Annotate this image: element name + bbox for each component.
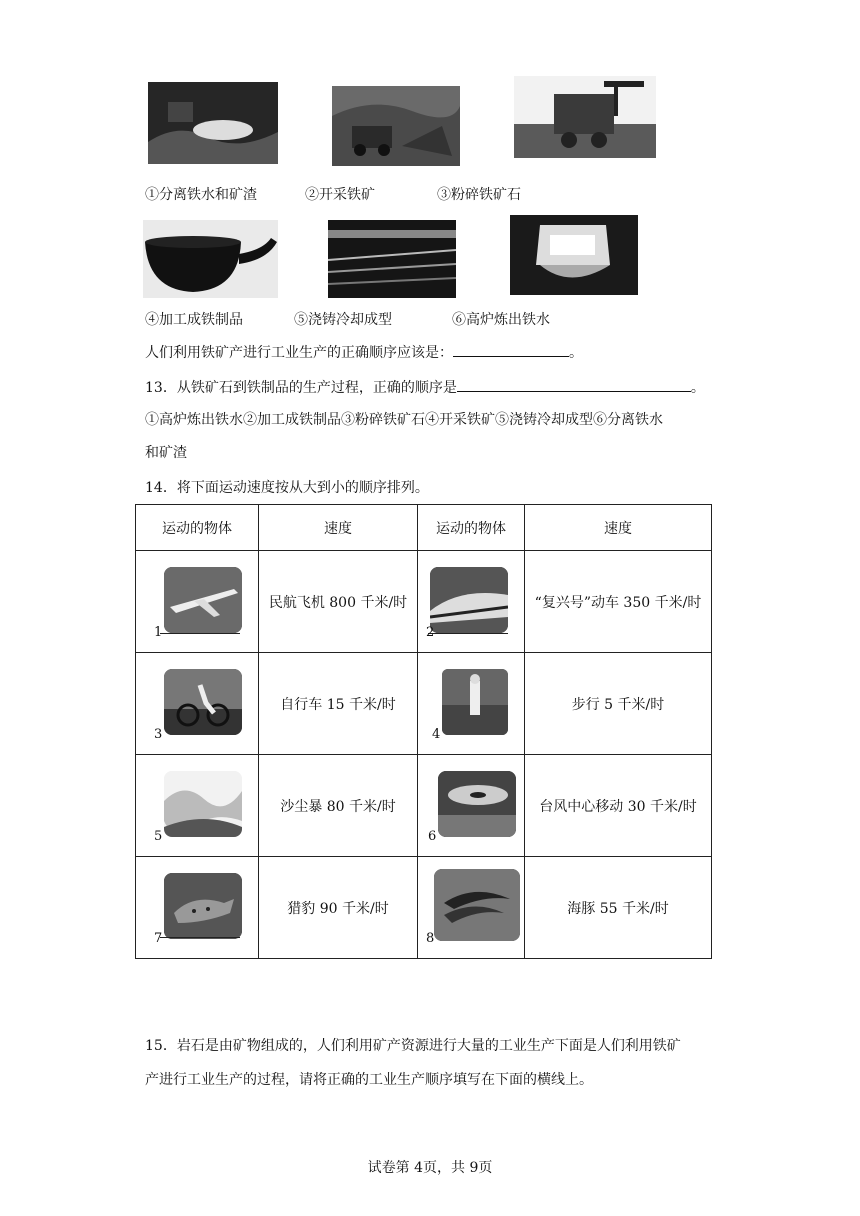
caption-6: ⑥高炉炼出铁水 [452, 312, 550, 328]
question-15-line2: 产进行工业生产的过程，请将正确的工业生产顺序填写在下面的横线上。 [145, 1072, 593, 1088]
table-row [136, 653, 712, 755]
answer-blank-13[interactable] [457, 377, 691, 392]
speed-table [135, 504, 712, 959]
caption-1: ①分离铁水和矿渣 [145, 187, 257, 203]
question-13-end: 。 [690, 380, 705, 396]
header-object-2: 运动的物体 [418, 505, 525, 551]
photo-casting-cooling [328, 220, 456, 298]
table-header-row [136, 505, 712, 551]
header-object-1: 运动的物体 [136, 505, 259, 551]
photo-iron-product [143, 220, 278, 298]
table-row [136, 551, 712, 653]
photo-separate-iron-slag [148, 82, 278, 164]
item-number: 1 [154, 625, 163, 640]
item-number: 2 [426, 625, 435, 640]
speed-cell: 自行车 15 千米/时 [259, 653, 418, 755]
caption-4: ④加工成铁制品 [145, 312, 243, 328]
question-13-text: 13．从铁矿石到铁制品的生产过程，正确的顺序是 [145, 380, 457, 396]
item-number: 6 [428, 829, 437, 844]
question-12-end: 。 [569, 345, 583, 361]
bullet-train-image [430, 567, 508, 633]
typhoon-image [438, 771, 516, 837]
speed-cell: 沙尘暴 80 千米/时 [259, 755, 418, 857]
question-13-options-line2: 和矿渣 [145, 445, 187, 461]
caption-5: ⑤浇铸冷却成型 [294, 312, 392, 328]
photo-crushing-ore [514, 76, 656, 158]
question-12-text: 人们利用铁矿产进行工业生产的正确顺序应该是： [145, 345, 453, 361]
caption-2: ②开采铁矿 [305, 187, 375, 203]
photo-blast-furnace [510, 215, 638, 295]
walking-person-image [442, 669, 508, 735]
bicycle-image [164, 669, 242, 735]
item-number: 4 [432, 727, 441, 742]
question-12-prompt [145, 342, 583, 363]
dolphin-image [434, 869, 520, 941]
item-number: 8 [426, 931, 435, 946]
cheetah-image [164, 873, 242, 939]
sandstorm-image [164, 771, 242, 837]
caption-3: ③粉碎铁矿石 [437, 187, 521, 203]
header-speed-2: 速度 [525, 505, 712, 551]
table-row [136, 755, 712, 857]
question-13-options-line1: ①高炉炼出铁水②加工成铁制品③粉碎铁矿石④开采铁矿⑤浇铸冷却成型⑥分离铁水 [145, 412, 663, 428]
item-number: 7 [154, 931, 163, 946]
speed-cell: 步行 5 千米/时 [525, 653, 712, 755]
item-number: 3 [154, 727, 163, 742]
question-15-line1: 15．岩石是由矿物组成的，人们利用矿产资源进行大量的工业生产下面是人们利用铁矿 [145, 1038, 681, 1054]
speed-cell: 海豚 55 千米/时 [525, 857, 712, 959]
speed-cell: 台风中心移动 30 千米/时 [525, 755, 712, 857]
photo-mining-iron [332, 86, 460, 166]
speed-cell: “复兴号”动车 350 千米/时 [525, 551, 712, 653]
header-speed-1: 速度 [259, 505, 418, 551]
speed-cell: 民航飞机 800 千米/时 [259, 551, 418, 653]
page-footer: 试卷第 4页，共 9页 [367, 1160, 493, 1176]
question-14-prompt: 14．将下面运动速度按从大到小的顺序排列。 [145, 480, 429, 496]
answer-blank-12[interactable] [453, 342, 569, 357]
speed-cell: 猎豹 90 千米/时 [259, 857, 418, 959]
table-row [136, 857, 712, 959]
question-13-prompt [145, 377, 705, 398]
airplane-image [164, 567, 242, 633]
item-number: 5 [154, 829, 163, 844]
